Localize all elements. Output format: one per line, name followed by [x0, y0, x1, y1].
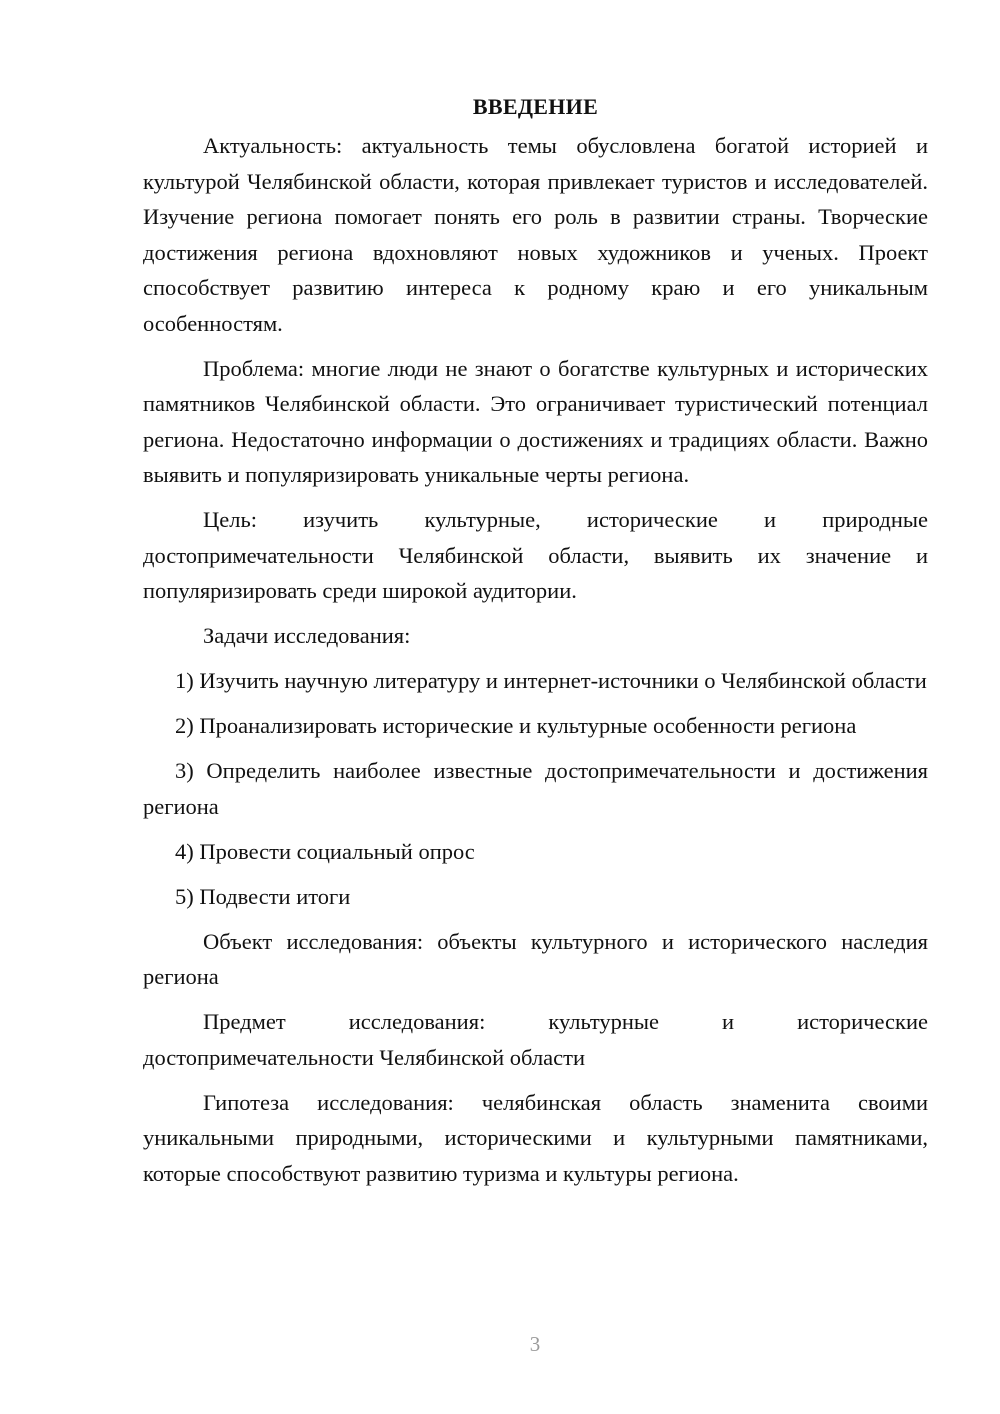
- paragraph-goal: Цель: изучить культурные, исторические и природные достопримечательности Челябинской области, выявить их значение и популяризировать среди широкой аудитории.: [143, 507, 928, 603]
- document-page: [143, 92, 928, 1201]
- page-title: ВВЕДЕНИЕ: [472, 94, 599, 119]
- paragraph-problem: Проблема: многие люди не знают о богатстве культурных и исторических памятников Челябинской области. Это ограничивает туристический потенциал региона. Недостаточно информации о достижениях и традициях области. Важно выявить и популяризировать уникальные черты региона.: [143, 355, 928, 487]
- paragraph-object: Объект исследования: объекты культурного и исторического наследия региона: [143, 928, 928, 989]
- task-item-1: 1) Изучить научную литературу и интернет-источники о Челябинской области: [175, 668, 927, 693]
- task-item-3: 3) Определить наиболее известные достопримечательности и достижения региона: [143, 758, 928, 819]
- paragraph-hypothesis: Гипотеза исследования: челябинская область знаменита своими уникальными природными, историческими и культурными памятниками, которые способствуют развитию туризма и культуры региона.: [143, 1089, 928, 1186]
- task-item-5: 5) Подвести итоги: [175, 883, 351, 909]
- task-item-4: 4) Провести социальный опрос: [175, 838, 475, 864]
- task-item-2: 2) Проанализировать исторические и культурные особенности региона: [175, 713, 857, 738]
- tasks-heading: Задачи исследования:: [203, 623, 411, 648]
- paragraph-subject: Предмет исследования: культурные и исторические достопримечательности Челябинской области: [143, 1009, 928, 1070]
- page-number: 3: [529, 1332, 541, 1356]
- paragraph-relevance: Актуальность: актуальность темы обусловлена богатой историей и культурой Челябинской области, которая привлекает туристов и исследователей. Изучение региона помогает понять его роль в развитии страны. Творческие достижения региона вдохновляют новых художников и ученых. Проект способствует развитию интереса к родному краю и его уникальным особенностям.: [143, 133, 928, 336]
